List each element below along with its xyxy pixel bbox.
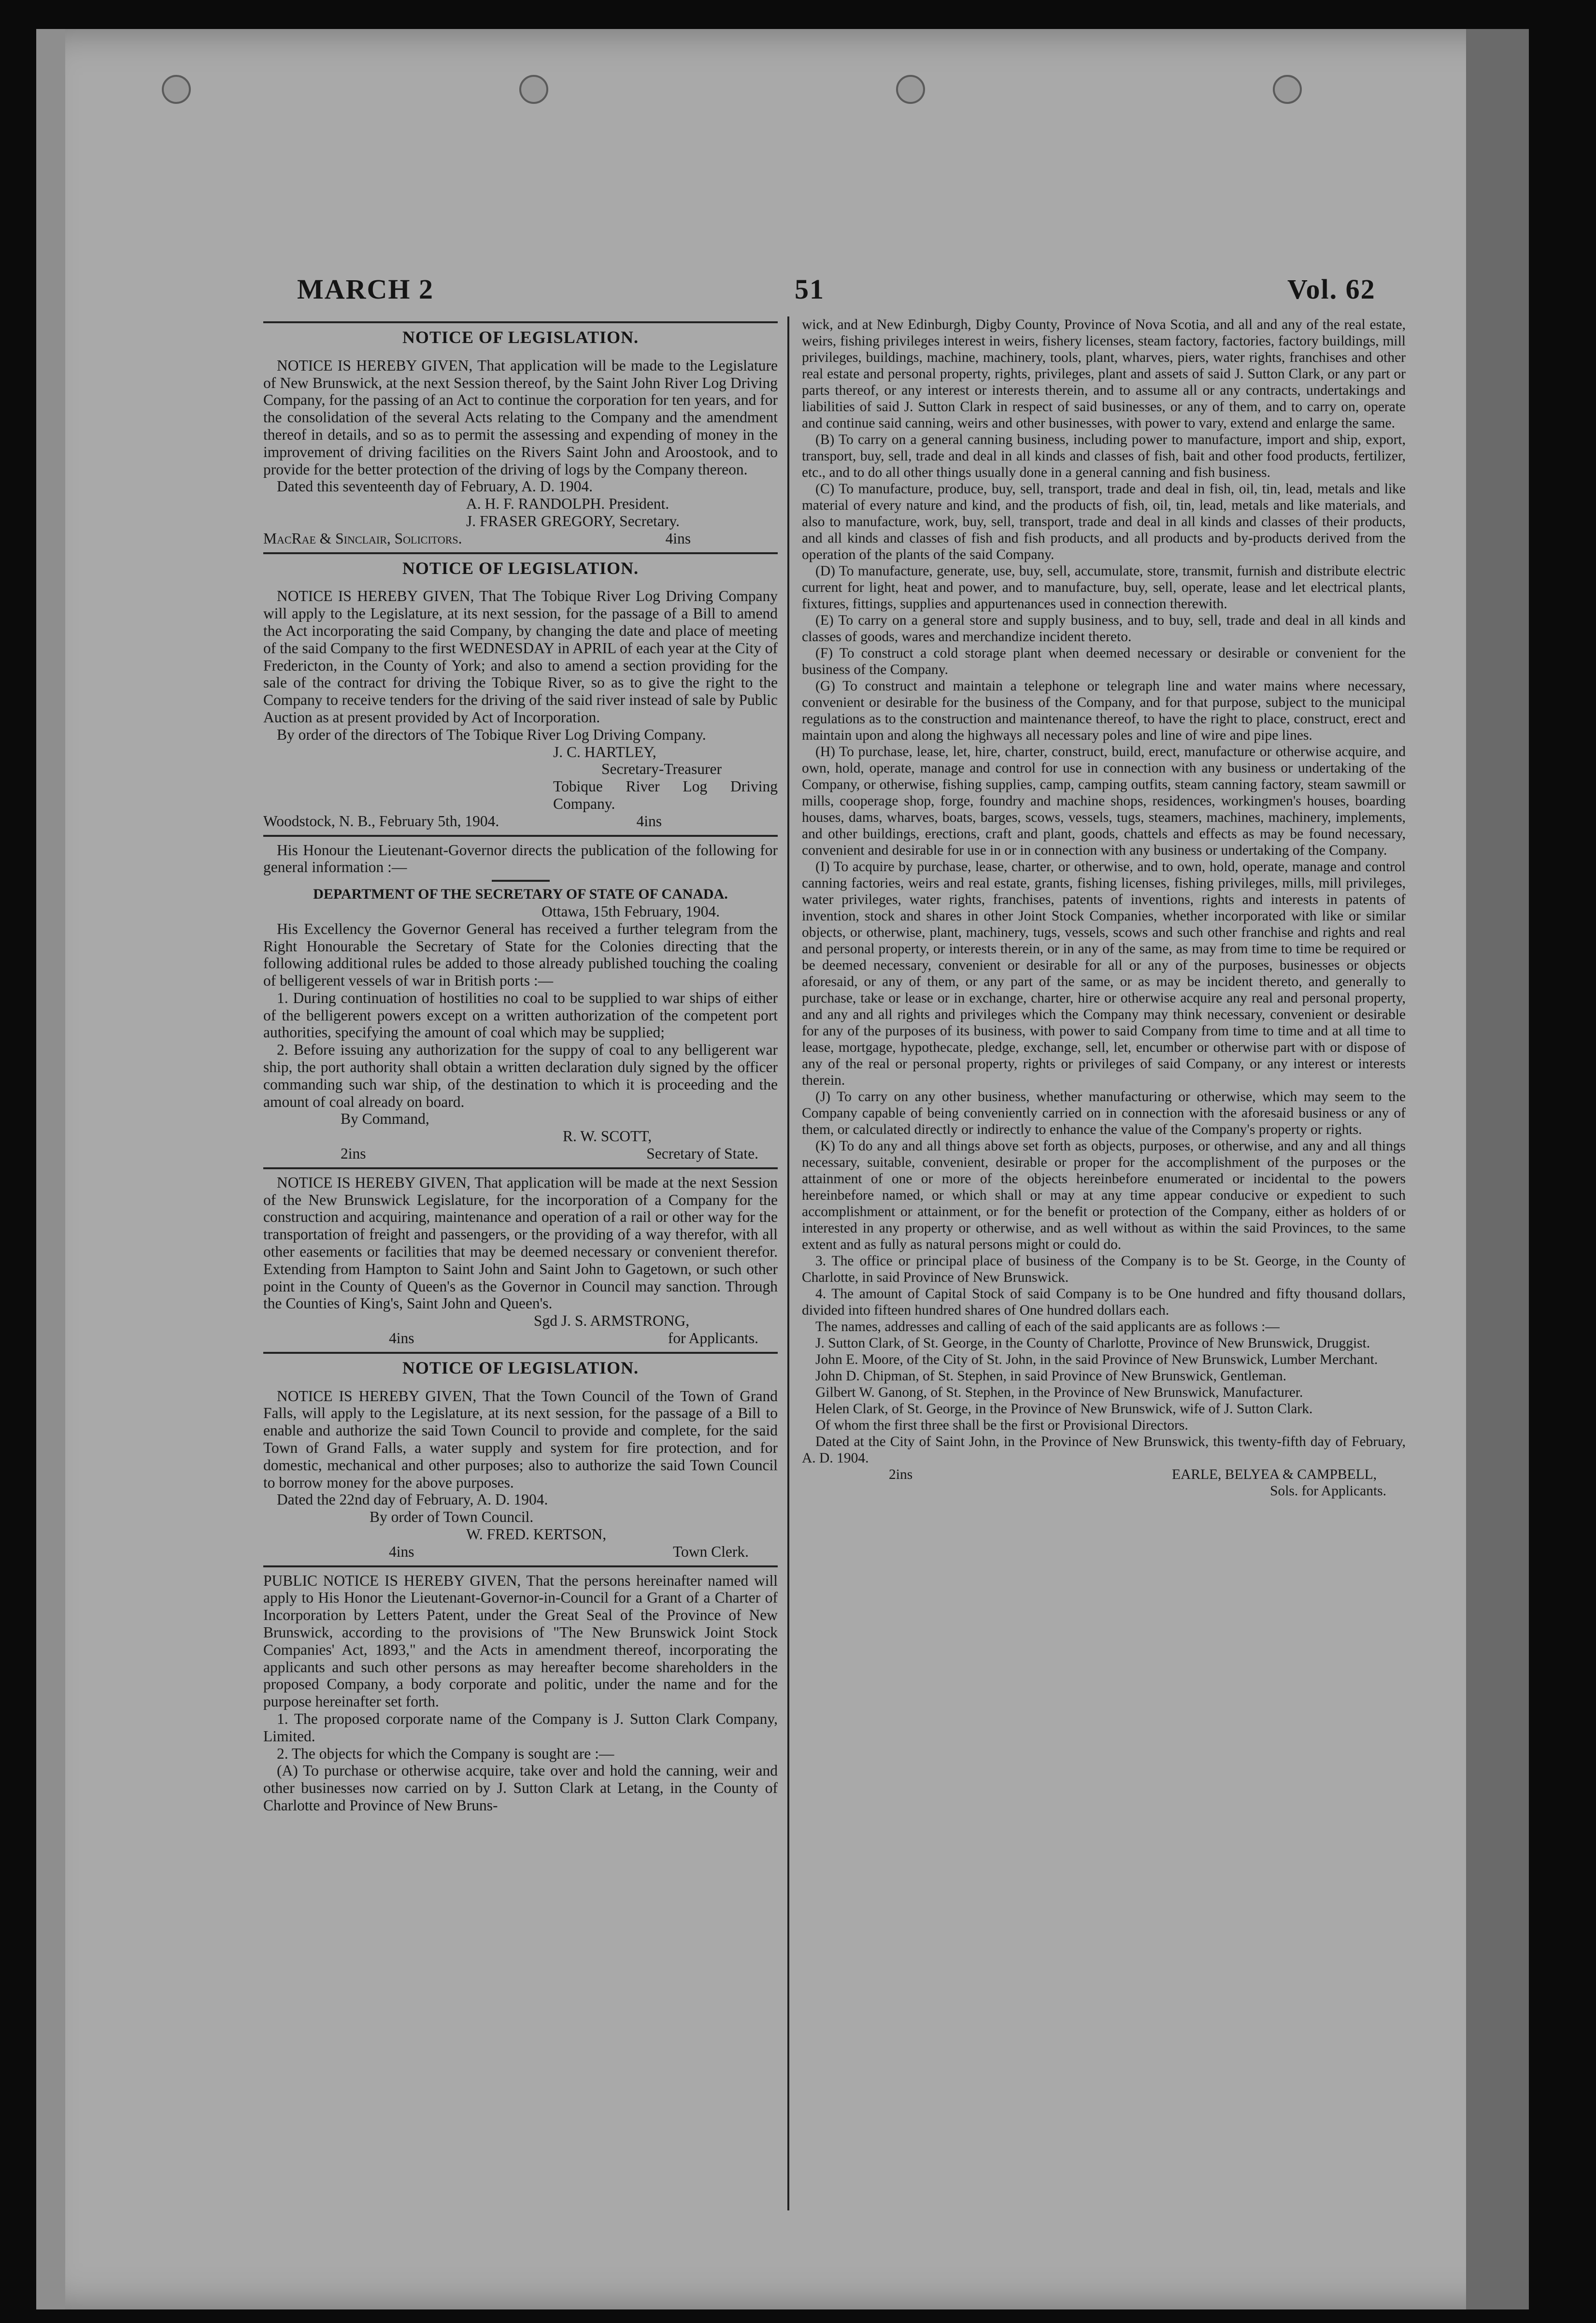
notice-intro: His Honour the Lieutenant-Governor directs the publication of the following for general information :— bbox=[263, 841, 778, 876]
signature-line bbox=[263, 1145, 778, 1162]
applicant: John D. Chipman, of St. Stephen, in said Province of New Brunswick, Gentleman. bbox=[815, 1368, 1287, 1384]
notice-body: NOTICE IS HEREBY GIVEN, That application will be made to the Legislature of New Brunswick, at the next Session thereof, by the Saint John River Log Driving Company, for the passing of an Act to continue the corporation for ten years, and for the consolidation of the several Acts relating to the Company and the amendment thereof in details, and so as to permit the assessing and expending of money in the improvement of driving facilities on the Rivers Saint John and Aroostook, and to provide for the better protection of the driving of logs by the Company thereon. bbox=[263, 357, 778, 478]
dateline bbox=[263, 813, 778, 830]
notice-dated: Dated at the City of Saint John, in the Province of New Brunswick, this twenty-fifth day of February, A. D. 1904. bbox=[802, 1434, 1406, 1466]
insertions: 4ins bbox=[389, 1543, 414, 1560]
signature: Town Clerk. bbox=[672, 1543, 749, 1560]
rule bbox=[263, 1167, 778, 1169]
notice-order: By order of the directors of The Tobique River Log Driving Company. bbox=[277, 726, 706, 743]
notice-item: (H) To purchase, lease, let, hire, charter, construct, build, erect, manufacture or otherwise acquire, and own, hold, operate, manage and control for use in connection with any business or undertaking of the Company, or otherwise, fishing supplies, camp, camping outfits, steam canning factory, steam sawmill or mills, cooperage shop, forge, foundry and machine shops, residences, workingmen's houses, boarding houses, dams, wharves, boats, barges, scows, vessels, tugs, steamers, machines, machinery, implements, and other buildings, erections, craft and plant, goods, chattels and effects as may be found necessary, convenient and desirable for use in or in connection with any business or undertaking of the Company. bbox=[802, 744, 1406, 858]
volume-number: Vol. 62 bbox=[1287, 273, 1376, 305]
rule bbox=[263, 1352, 778, 1354]
rule bbox=[263, 321, 778, 323]
notice-item: 1. The proposed corporate name of the Company is J. Sutton Clark Company, Limited. bbox=[263, 1710, 778, 1745]
signature: J. C. HARTLEY, bbox=[553, 743, 656, 760]
signature-line bbox=[263, 1330, 778, 1347]
insertions: 2ins bbox=[889, 1467, 913, 1482]
notice-item: (A) To purchase or otherwise acquire, take over and hold the canning, weir and other businesses now carried on by J. Sutton Clark at Letang, in the County of Charlotte and Province of New Bruns- bbox=[263, 1762, 778, 1814]
issue-date: MARCH 2 bbox=[297, 273, 434, 305]
signature: Secretary-Treasurer bbox=[601, 760, 722, 778]
notice-item: (G) To construct and maintain a telephone or telegraph line and water mains where necessary, convenient or desirable for the business of the Company, and for that purpose, subject to the municipal regulations as to the construction and maintenance thereof, to have the right to place, construct, erect and maintain upon and along the highways all necessary poles and line of wire and pipe lines. bbox=[802, 678, 1406, 743]
signature: Sgd J. S. ARMSTRONG, bbox=[534, 1312, 690, 1330]
column-divider bbox=[787, 316, 789, 2210]
notice-body: His Excellency the Governor General has received a further telegram from the Right Honourable the Secretary of State for the Colonies directing that the following additional rules be added to those already published touching the coaling of belligerent vessels of war in British ports :— bbox=[263, 920, 778, 989]
notice-title: NOTICE OF LEGISLATION. bbox=[402, 558, 639, 578]
signature: R. W. SCOTT, bbox=[563, 1128, 652, 1145]
signature: Secretary of State. bbox=[646, 1145, 758, 1162]
notice-item: (J) To carry on any other business, whether manufacturing or otherwise, which may seem to the Company capable of being conveniently carried on in connection with the aforesaid business or any of them, or calculated directly or indirectly to enhance the value of the Company's property or rights. bbox=[802, 1089, 1406, 1137]
insertions: 4ins bbox=[389, 1330, 414, 1347]
binding-hole bbox=[519, 75, 548, 104]
notice-item: (K) To do any and all things above set forth as objects, purposes, or otherwise, and any and all things necessary, suitable, convenient, desirable or proper for the accomplishment of the purposes or the attainment of one or more of the objects hereinbefore enumerated or incidental to the powers hereinbefore named, or which shall or may at any time appear conducive or expedient to such accomplishment or attainment, or for the benefit or protection of the Company, either as holders of or interested in any property or otherwise, and as well without as within the said Provinces, to the same extent and as fully as natural persons might or could do. bbox=[802, 1138, 1406, 1252]
notice-title: NOTICE OF LEGISLATION. bbox=[402, 1358, 639, 1377]
binding-hole bbox=[896, 75, 925, 104]
notice-item: 3. The office or principal place of business of the Company is to be St. George, in the County of Charlotte, in said Province of New Brunswick. bbox=[802, 1253, 1406, 1285]
notice-item: (F) To construct a cold storage plant when deemed necessary or desirable or convenient for the business of the Company. bbox=[802, 645, 1406, 677]
signature-line bbox=[263, 1543, 778, 1561]
notice-dated: Dated the 22nd day of February, A. D. 1904. bbox=[277, 1491, 548, 1508]
insertions: 2ins bbox=[341, 1145, 366, 1162]
signature: Tobique River Log Driving Company. bbox=[553, 778, 778, 812]
signature: Sols. for Applicants. bbox=[1270, 1483, 1386, 1499]
page-number: 51 bbox=[795, 273, 825, 305]
signature: for Applicants. bbox=[668, 1330, 758, 1347]
applicant: Helen Clark, of St. George, in the Province of New Brunswick, wife of J. Sutton Clark. bbox=[815, 1401, 1313, 1417]
page-right-edge bbox=[1466, 29, 1529, 2309]
notice-item: (C) To manufacture, produce, buy, sell, transport, trade and deal in fish, oil, tin, lead, metals and like material of every nature and kind, and the products of fish, oil, tin, lead, metals and like materials, and also to manufacture, work, buy, sell, transport, trade and deal in all kinds and classes of their products, and all kinds and classes of fish and fish products, and all products and by-products derived from the operation of the plants of the said Company. bbox=[802, 481, 1406, 562]
page-left-edge bbox=[36, 29, 65, 2309]
applicant: Gilbert W. Ganong, of St. Stephen, in the Province of New Brunswick, Manufacturer. bbox=[815, 1385, 1303, 1400]
solicitors-line bbox=[263, 530, 778, 547]
notice-body: NOTICE IS HEREBY GIVEN, That the Town Council of the Town of Grand Falls, will apply to the Legislature, at its next session, for the passage of a Bill to enable and authorize the said Town Council to provide and complete, for the said Town of Grand Falls, a water supply and system for fire protection, and for domestic, mechanical and other purposes; also to authorize the said Town Council to borrow money for the above purposes. bbox=[263, 1387, 778, 1491]
notice-item: Of whom the first three shall be the first or Provisional Directors. bbox=[815, 1418, 1188, 1433]
binding-hole bbox=[1273, 75, 1302, 104]
rule bbox=[492, 880, 550, 882]
notice-dated: Dated this seventeenth day of February, A. D. 1904. bbox=[277, 478, 593, 495]
notice-item: The names, addresses and calling of each of the said applicants are as follows :— bbox=[815, 1319, 1280, 1334]
notice-order: By order of Town Council. bbox=[370, 1508, 534, 1526]
department-heading: DEPARTMENT OF THE SECRETARY OF STATE OF CANADA. bbox=[313, 886, 728, 903]
notice-body: NOTICE IS HEREBY GIVEN, That application will be made at the next Session of the New Brunswick Legislature, for the incorporation of a Company for the construction and acquiring, maintenance and operation of a rail or other way for the transportation of freight and passengers, or the providing of a way therefor, with all other easements or facilities that may be deemed necessary or convenient therefor. Extending from Hampton to Saint John and Saint John to Gagetown, or such other point in the County of Queen's as the Governor in Council may sanction. Through the Counties of King's, Saint John and Queen's. bbox=[263, 1174, 778, 1312]
notice-body: NOTICE IS HEREBY GIVEN, That The Tobique River Log Driving Company will apply to the Legislature, at its next session, for the passage of a Bill to amend the Act incorporating the said Company, by changing the date and place of meeting of the said Company to the first WEDNESDAY in APRIL of each year at the City of Fredericton, in the County of York; and also to amend a section providing for the sale of the contract for driving the Tobique River, so as to give the right to the Company to receive tenders for the driving of the said river instead of sale by Public Auction as at present provided by Act of Incorporation. bbox=[263, 588, 778, 726]
signature: EARLE, BELYEA & CAMPBELL, bbox=[1172, 1467, 1377, 1482]
binding-hole bbox=[162, 75, 191, 104]
insertions: 4ins bbox=[636, 812, 662, 830]
signature: J. FRASER GREGORY, Secretary. bbox=[466, 512, 680, 530]
dateline: Ottawa, 15th February, 1904. bbox=[542, 903, 720, 920]
notice-item: (D) To manufacture, generate, use, buy, sell, accumulate, store, transmit, furnish and distribute electric current for light, heat and power, and to manufacture, buy, sell, operate, lease and let electrical plants, fixtures, fittings, supplies and appurtenances used in connection therewith. bbox=[802, 563, 1406, 612]
notice-item: (I) To acquire by purchase, lease, charter, or otherwise, and to own, hold, operate, manage and control canning factories, weirs and real estate, grants, fishing licenses, fishing privileges, mills, mill privileges, water privileges, water rights, franchises, patents of inventions, rights and interests in patents of invention, stock and shares in other Joint Stock Companies, whether incorporated with like or similar objects, or otherwise, plant, machinery, tugs, vessels, scows and such other franchise and rights and real and personal property, or interests therein, or in any of the same, as may from time to time be required or be deemed necessary, convenient or desirable for all or any of the purposes, businesses or objects aforesaid, or any of them, or any part of the same, or as may be incident thereto, and generally to purchase, take or lease or in exchange, charter, hire or otherwise acquire any real and personal property, and any and all rights and privileges which the Company may think necessary, convenient or desirable for any of the purposes of its business, with power to said Company from time to time and at all time to lease, mortgage, hypothecate, pledge, exchange, sell, let, encumber or otherwise part with or dispose of any of the real or personal property, rights or privileges of said Company, or any interest or interests therein. bbox=[802, 859, 1406, 1088]
signature-line bbox=[802, 1466, 1406, 1483]
signature: W. FRED. KERTSON, bbox=[466, 1526, 607, 1543]
insertions: 4ins bbox=[665, 530, 691, 547]
rule-item: 2. Before issuing any authorization for the suppy of coal to any belligerent war ship, the port authority shall obtain a written declaration duly signed by the officer commanding such war ship, of the destination to which it is proceeding and the amount of coal already on board. bbox=[263, 1041, 778, 1110]
rule bbox=[263, 835, 778, 837]
notice-body: PUBLIC NOTICE IS HEREBY GIVEN, That the persons hereinafter named will apply to His Honor the Lieutenant-Governor-in-Council for a Grant of a Charter of Incorporation by Letters Patent, under the Great Seal of the Province of New Brunswick, according to the provisions of "The New Brunswick Joint Stock Companies' Act, 1893," and the Acts in amendment thereof, incorporating the applicants and such other persons as may hereafter become shareholders in the proposed Company, a body corporate and politic, under the name and for the purpose hereinafter set forth. bbox=[263, 1572, 778, 1710]
rule bbox=[263, 552, 778, 554]
signature: A. H. F. RANDOLPH. President. bbox=[466, 495, 670, 513]
solicitors: MacRae & Sinclair, Solicitors. bbox=[263, 530, 462, 547]
rule-item: 1. During continuation of hostilities no coal to be supplied to war ships of either of the belligerent powers except on a written authorization of the competent port authorities, specifying the amount of coal which may be supplied; bbox=[263, 989, 778, 1041]
notice-item: wick, and at New Edinburgh, Digby County, Province of Nova Scotia, and all and any of the real estate, weirs, fishing privileges interest in weirs, fishery licenses, steam factory, factories, factory buildings, mill privileges, buildings, machine, machinery, tools, plant, wharves, piers, water rights, franchises and other real estate and personal property, rights, privileges, plant and assets of said J. Sutton Clark, or any part or parts thereof, or any interest or interests therein, and to assume all or any contracts, undertakings and liabilities of said J. Sutton Clark in respect of said businesses, or any of them, and to carry on, operate and continue said canning, weirs and other businesses, with power to vary, extend and enlarge the same. bbox=[802, 317, 1406, 431]
notice-item: (E) To carry on a general store and supply business, and to buy, sell, trade and deal in all kinds and classes of goods, wares and merchandize incident thereto. bbox=[802, 613, 1406, 645]
rule bbox=[263, 1565, 778, 1567]
applicant: J. Sutton Clark, of St. George, in the County of Charlotte, Province of New Brunswick, Druggist. bbox=[815, 1335, 1370, 1351]
place-date: Woodstock, N. B., February 5th, 1904. bbox=[263, 812, 499, 830]
left-column bbox=[263, 316, 778, 2210]
notice-item: 4. The amount of Capital Stock of said Company is to be One hundred and fifty thousand dollars, divided into fifteen hundred shares of One hundred dollars each. bbox=[802, 1286, 1406, 1318]
notice-item: (B) To carry on a general canning business, including power to manufacture, import and ship, export, transport, buy, sell, trade and deal in all kinds and classes of fish, bait and other food products, fertilizer, etc., and to do all other things usually done in a general canning and fish business. bbox=[802, 432, 1406, 480]
notice-title: NOTICE OF LEGISLATION. bbox=[402, 328, 639, 347]
by-command: By Command, bbox=[341, 1110, 429, 1128]
applicant: John E. Moore, of the City of St. John, in the said Province of New Brunswick, Lumber Merchant. bbox=[815, 1352, 1378, 1367]
right-column bbox=[802, 316, 1406, 2210]
notice-item: 2. The objects for which the Company is sought are :— bbox=[277, 1745, 614, 1762]
